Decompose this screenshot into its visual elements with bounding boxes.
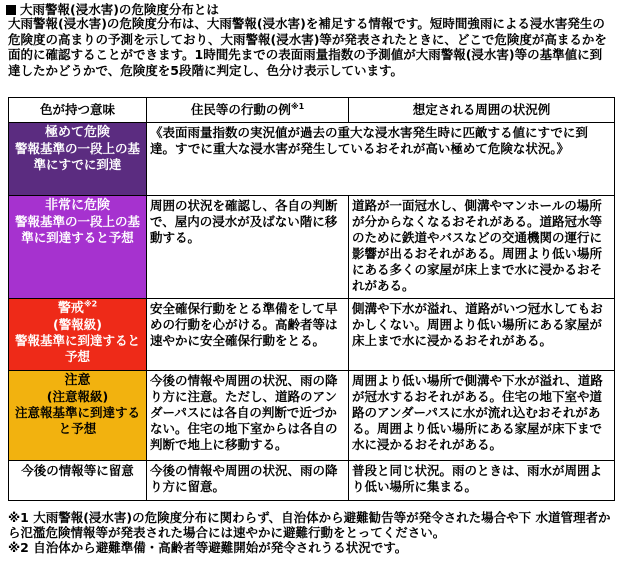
situation-cell: 道路が一面冠水し、側溝やマンホールの場所が分からなくなるおそれがある。道路冠水等のために鉄道やバスなどの交通機関の運行に影響が出るおそれがある。周囲より低い場所にある多くの家屋が床上まで水に浸かるおそれがある。 [349,196,615,299]
action-cell: 周囲の状況を確認し、各自の判断で、屋内の浸水が及ばない階に移動する。 [147,196,349,299]
footnote-1: ※1 大雨警報(浸水害)の危険度分布に関わらず、自治体から避難勧告等が発令された場合や下 水道管理者から氾濫危険情報等が発表された場合には速やかに避難行動をとってください。 [8,510,611,540]
level-cell-very-dangerous [9,196,147,299]
level-name [12,301,143,317]
section-heading-text: 大雨警報(浸水害)の危険度分布とは [20,2,219,17]
level-description: 注意報基準に到達すると予想 [14,405,140,436]
level-note-mark: ※2 [83,299,98,309]
level-cell-caution [9,371,147,461]
level-subtitle: (警報級) [53,317,102,332]
table-header-row [9,98,615,123]
header-situation: 想定される周囲の状況例 [349,98,615,123]
level-name: 注意 [64,373,91,388]
header-resident-action-label: 住民等の行動の例 [190,102,291,117]
action-cell: 安全確保行動をとる準備をして早めの行動を心がける。高齢者等は速やかに安全確保行動をとる。 [147,299,349,371]
level-description: 警報基準の一段上の基準に到達すると予想 [14,214,140,245]
level-name: 非常に危険 [44,198,110,213]
table-row [9,461,615,501]
footnote-2: ※2 自治体から避難準備・高齢者等避難開始が発令されうる状況です。 [8,540,408,555]
situation-cell: 側溝や下水が溢れ、道路がいつ冠水してもおかしくない。周囲より低い場所にある家屋が床上まで水に浸かるおそれがある。 [349,299,615,371]
level-description: 警報基準の一段上の基準にすでに到達 [14,141,140,172]
situation-cell: 周囲より低い場所で側溝や下水が溢れ、道路が冠水するおそれがある。住宅の地下室や道路のアンダーパスに水が流れ込むおそれがある。周囲より低い場所にある家屋が床下まで水に浸かるおそれがある。 [349,371,615,461]
merged-description-cell: 《表面雨量指数の実況値が過去の重大な浸水害発生時に匹敵する値にすでに到達。すでに重大な浸水害が発生しているおそれが高い極めて危険な状況。》 [147,123,615,196]
action-cell: 今後の情報や周囲の状況、雨の降り方に注意。ただし、道路のアンダーパスには各自の判断で近づかない。住宅の地下室からは各自の判断で地上に移動する。 [147,371,349,461]
level-description: 警報基準に到達すると予想 [14,333,140,364]
level-subtitle: (注意報級) [46,389,109,404]
table-row [9,123,615,196]
table-row [9,371,615,461]
level-cell-extreme [9,123,147,196]
header-note-mark: ※1 [290,101,305,111]
level-name-text: 警戒 [57,301,84,316]
level-name: 極めて危険 [44,125,110,140]
level-name: 今後の情報等に留意 [21,463,134,478]
square-bullet-icon [6,5,16,15]
risk-level-table [8,97,615,501]
action-cell: 今後の情報や周囲の状況、雨の降り方に留意。 [147,461,349,501]
situation-cell: 普段と同じ状況。雨のときは、雨水が周囲より低い場所に集まる。 [349,461,615,501]
table-row [9,196,615,299]
level-cell-note-info [9,461,147,501]
table-row [9,299,615,371]
header-resident-action [147,98,349,123]
header-color-meaning: 色が持つ意味 [9,98,147,123]
footnotes [8,510,616,555]
intro-paragraph: 大雨警報(浸水害)の危険度分布は、大雨警報(浸水害)を補足する情報です。短時間強雨による浸水害発生の危険度の高まりの予測を示しており、大雨警報(浸水害)等が発表されたときに、どこで危険度が高まるかを面的に確認することができます。1時間先までの表面雨量指数の予測値が大雨警報(浸水害)等の基準値に到達したかどうかで、危険度を5段階に判定し、色分け表示しています。 [8,16,607,78]
section-heading [4,2,616,17]
level-cell-warning [9,299,147,371]
